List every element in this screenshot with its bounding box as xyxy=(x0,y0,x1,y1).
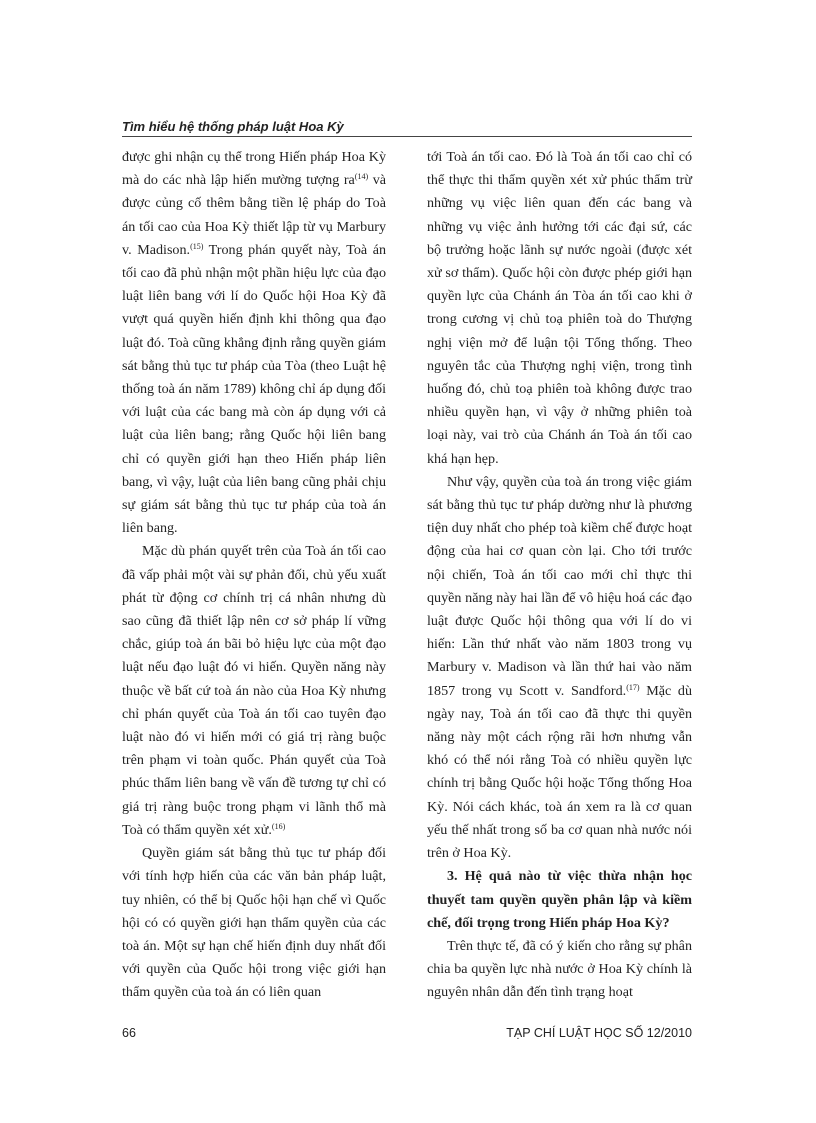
paragraph: Mặc dù phán quyết trên của Toà án tối cao đã vấp phải một vài sự phản đối, chủ yếu xuất phát từ động cơ chính trị cá nhân nhưng dù sao cũng đã thiết lập nên cơ sở pháp lí vững chắc, giúp toà án bãi bỏ hiệu lực của một đạo luật nếu đạo luật đó vi hiến. Quyền năng này thuộc về bất cứ toà án nào của Hoa Kỳ nhưng chỉ phán quyết của Toà án tối cao tuyên đạo luật nào đó vi hiến mới có giá trị ràng buộc trên phạm vi toàn quốc. Phán quyết của Toà phúc thẩm liên bang về vấn đề tương tự chỉ có giá trị ràng buộc trong phạm vi lãnh thổ mà Toà có thẩm quyền xét xử.$^{(16)}$ xyxy=(122,543,386,838)
paragraph: Trên thực tế, đã có ý kiến cho rằng sự phân chia ba quyền lực nhà nước ở Hoa Kỳ chính là nguyên nhân dẫn đến tình trạng hoạt xyxy=(427,937,692,1001)
paragraph: Như vậy, quyền của toà án trong việc giám sát bằng thủ tục tư pháp dường như là phương tiện duy nhất cho phép toà kiềm chế được hoạt động của hai cơ quan còn lại. Cho tới trước nội chiến, Toà án tối cao mới chỉ thực thi quyền năng này hai lần để vô hiệu hoá các đạo luật được Quốc hội thông qua với lí do vi hiến: Lần thứ nhất vào năm 1803 trong vụ Marbury v. Madison và lần thứ hai vào năm 1857 trong vụ Scott v. Sandford.$^{(17)}$ Mặc dù ngày nay, Toà án tối cao đã thực thi quyền năng này một cách rộng rãi hơn nhưng vẫn khó có thể nói rằng Toà có nhiều quyền lực chính trị bằng Quốc hội hoặc Tổng thống Hoa Kỳ. Nói cách khác, toà án xem ra là cơ quan yếu thế nhất trong số ba cơ quan nhà nước nói trên ở Hoa Kỳ. xyxy=(427,473,693,862)
right-column xyxy=(427,146,692,1005)
journal-footer: TẠP CHÍ LUẬT HỌC SỐ 12/2010 xyxy=(506,1026,692,1040)
footnote-ref: (17) xyxy=(626,682,640,692)
left-column xyxy=(122,146,386,1005)
paragraph: 3. Hệ quả nào từ việc thừa nhận học thuyết tam quyền quyền phân lập và kiềm chế, đối trọng trong Hiến pháp Hoa Kỳ? xyxy=(427,868,692,931)
header-rule xyxy=(122,136,692,137)
footnote-ref: (16) xyxy=(271,821,286,831)
footnote-ref: (14) xyxy=(354,172,369,182)
paragraph: Quyền giám sát bằng thủ tục tư pháp đối với tính hợp hiến của các văn bản pháp luật, tuy nhiên, có thể bị Quốc hội hạn chế vì Quốc hội có có quyền giới hạn thẩm quyền của các toà án. Một sự hạn chế hiến định duy nhất đối với quyền của Quốc hội trong việc giới hạn thẩm quyền của toà án có liên quan xyxy=(122,845,386,1001)
paragraph: được ghi nhận cụ thể trong Hiến pháp Hoa Kỳ mà do các nhà lập hiến mường tượng $ra^{(14)}$ và được củng cố thêm bằng tiền lệ pháp do Toà án tối cao của Hoa Kỳ thiết lập từ vụ Marbury v. Madison.$^{(15)}$ Trong phán quyết này, Toà án tối cao đã phủ nhận một phần hiệu lực của đạo luật liên bang với lí do Quốc hội Hoa Kỳ đã vượt quá quyền hiến định khi thông qua đạo luật đó. Toà cũng khẳng định rằng quyền giám sát bằng thủ tục tư pháp của Tòa (theo Luật hệ thống toà án năm 1789) không chỉ áp dụng đối với luật của các bang mà còn áp dụng với cả luật của liên bang; rằng Quốc hội liên bang chỉ có quyền giới hạn theo Hiến pháp liên bang, vì vậy, luật của liên bang cũng phải chịu sự giám sát bằng thủ tục tư pháp của toà án liên bang. xyxy=(122,149,387,537)
paragraph: tới Toà án tối cao. Đó là Toà án tối cao chỉ có thể thực thi thẩm quyền xét xử phúc thẩm trừ những vụ việc liên quan đến các bang và những vụ việc ảnh hưởng tới các đại sứ, các bộ trưởng hoặc lãnh sự nước ngoài (được xét xử sơ thẩm). Quốc hội còn được phép giới hạn quyền lực của Chánh án Tòa án tối cao khi ở trong cương vị chủ toạ phiên toà do Thượng nghị viện mở để luận tội Tổng thống. Theo nguyên tắc của Thượng nghị viện, trong tình huống đó, chủ toạ phiên toà không được trao nhiều quyền hạn, vì vậy ở những phiên toà loại này, vai trò của Chánh án Toà án tối cao khá hạn hẹp. xyxy=(427,149,692,467)
page-number: 66 xyxy=(122,1026,136,1040)
footnote-ref: (15) xyxy=(190,241,204,251)
running-header: Tìm hiểu hệ thống pháp luật Hoa Kỳ xyxy=(122,119,344,134)
